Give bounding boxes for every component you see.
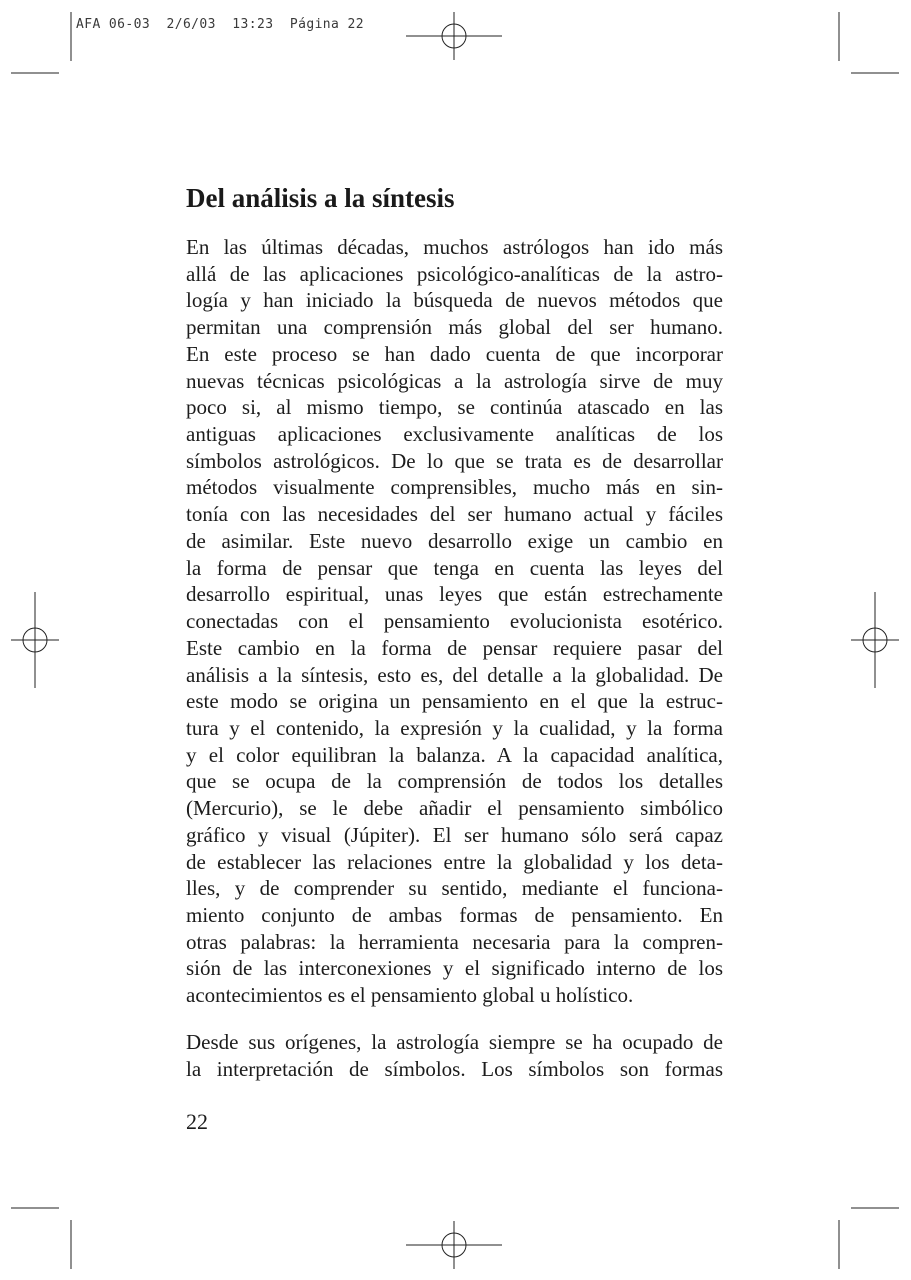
text-line: allá de las aplicaciones psicológico-analíticas de la astro- (186, 261, 723, 286)
text-line: de establecer las relaciones entre la globalidad y los deta- (186, 849, 723, 874)
text-line: conectadas con el pensamiento evolucionista esotérico. (186, 609, 723, 634)
paragraph-1 (186, 234, 723, 1009)
text-line: tura y el contenido, la expresión y la cualidad, y la forma (186, 715, 723, 740)
body-text (186, 234, 723, 1082)
text-line: En las últimas décadas, muchos astrólogos han ido más (186, 235, 723, 259)
page-number: 22 (186, 1109, 208, 1134)
section-heading: Del análisis a la síntesis (186, 183, 455, 213)
text-line: este modo se origina un pensamiento en el que la estruc- (186, 689, 723, 714)
text-line: métodos visualmente comprensibles, mucho más en sin- (186, 475, 723, 500)
text-line: tonía con las necesidades del ser humano actual y fáciles (186, 502, 723, 527)
text-line: logía y han iniciado la búsqueda de nuevos métodos que (186, 288, 723, 313)
registration-mark-left (11, 592, 59, 688)
text-line: desarrollo espiritual, unas leyes que están estrechamente (186, 582, 723, 607)
text-line: sión de las interconexiones y el significado interno de los (186, 956, 723, 981)
paragraph-2 (186, 1029, 723, 1082)
text-line: nuevas técnicas psicológicas a la astrología sirve de muy (186, 368, 723, 393)
text-line: análisis a la síntesis, esto es, del detalle a la globalidad. De (186, 662, 723, 687)
text-line: Desde sus orígenes, la astrología siempre se ha ocupado de (186, 1029, 723, 1054)
registration-mark-right (851, 592, 899, 688)
text-line: En este proceso se han dado cuenta de que incorporar (186, 341, 723, 366)
text-line: acontecimientos es el pensamiento global u holístico. (186, 983, 634, 1008)
text-line: permitan una comprensión más global del ser humano. (186, 315, 723, 340)
text-line: que se ocupa de la comprensión de todos los detalles (186, 769, 723, 794)
registration-mark-top (406, 12, 502, 60)
text-line: la interpretación de símbolos. Los símbolos son formas (186, 1056, 723, 1081)
text-line: gráfico y visual (Júpiter). El ser humano sólo será capaz (186, 822, 723, 847)
text-line: otras palabras: la herramienta necesaria para la compren- (186, 929, 723, 954)
text-line: Este cambio en la forma de pensar requiere pasar del (186, 635, 723, 660)
text-line: y el color equilibran la balanza. A la capacidad analítica, (186, 742, 723, 767)
text-line: miento conjunto de ambas formas de pensamiento. En (186, 902, 723, 927)
paragraph-gap (186, 1009, 723, 1029)
text-line: (Mercurio), se le debe añadir el pensamiento simbólico (186, 796, 723, 821)
text-line: la forma de pensar que tenga en cuenta las leyes del (186, 555, 723, 580)
text-line: antiguas aplicaciones exclusivamente analíticas de los (186, 422, 723, 447)
text-line: lles, y de comprender su sentido, mediante el funciona- (186, 876, 723, 901)
text-line: símbolos astrológicos. De lo que se trata es de desarrollar (186, 448, 723, 473)
registration-mark-bottom (406, 1221, 502, 1269)
text-line: poco si, al mismo tiempo, se continúa atascado en las (186, 395, 723, 420)
text-line: de asimilar. Este nuevo desarrollo exige un cambio en (186, 528, 723, 553)
print-slug: AFA 06-03 2/6/03 13:23 Página 22 (76, 17, 364, 32)
